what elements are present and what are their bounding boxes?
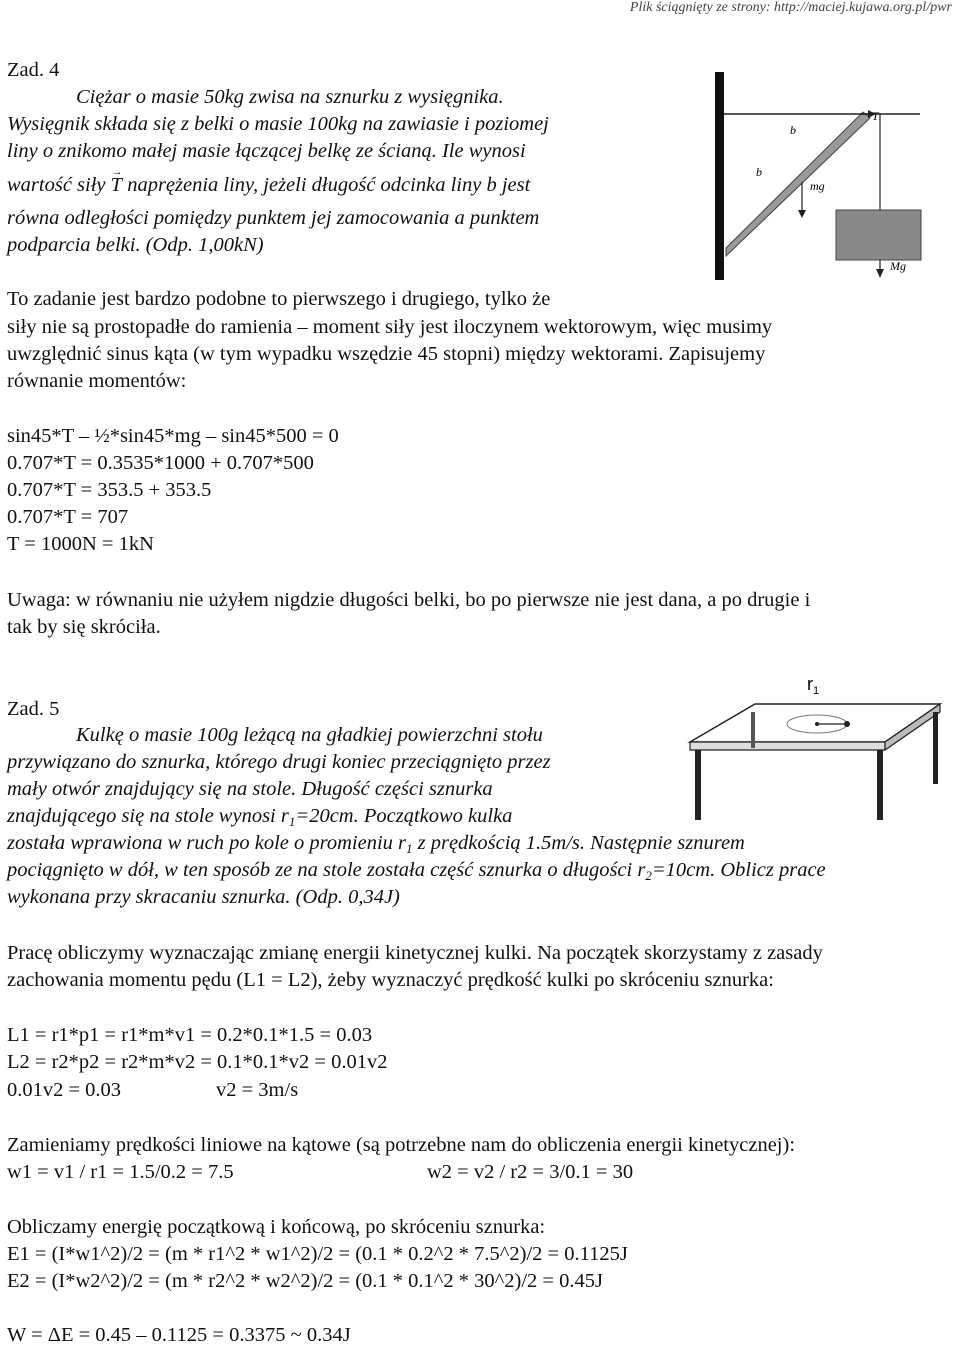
zad5-text: =10cm. Oblicz prace bbox=[651, 859, 826, 881]
zad4-solution-line: uwzględnić sinus kąta (w tym wypadku wszędzie 45 stopni) między wektorami. Zapisujemy bbox=[7, 343, 766, 365]
zad5-energy-line: E2 = (I*w2^2)/2 = (m * r2^2 * w2^2)/2 = (0.1 * 0.1^2 * 30^2)/2 = 0.45J bbox=[7, 1270, 603, 1292]
zad4-problem-text: naprężenia liny, jeżeli długość odcinka liny b jest bbox=[127, 174, 531, 196]
zad5-problem-line: przywiązano do sznurka, którego drugi koniec przeciągnięto przez bbox=[7, 751, 551, 773]
zad5-w1: w1 = v1 / r1 = 1.5/0.2 = 7.5 bbox=[7, 1161, 234, 1183]
zad4-equation: 0.707*T = 0.3535*1000 + 0.707*500 bbox=[7, 452, 314, 474]
subscript: 2 bbox=[645, 868, 652, 883]
zad5-problem-line: wykonana przy skracaniu sznurka. (Odp. 0,34J) bbox=[7, 886, 400, 908]
table-figure bbox=[685, 670, 955, 830]
source-header: Plik ściągnięty ze strony: http://maciej.kujawa.org.pl/pwr bbox=[629, 0, 952, 15]
label-r1: $r_1$ bbox=[807, 674, 820, 697]
zad5-text: =20cm. Początkowo kulka bbox=[295, 805, 513, 827]
Mg-arrowhead bbox=[876, 269, 884, 278]
zad5-title: Zad. 5 bbox=[7, 698, 60, 720]
zad4-problem-line: Ciężar o masie 50kg zwisa na sznurku z wysięgnika. bbox=[76, 86, 504, 108]
zad5-v2-left: 0.01v2 = 0.03 bbox=[7, 1079, 122, 1101]
subscript: 1 bbox=[288, 814, 296, 829]
zad4-note-line: tak by się skróciła. bbox=[7, 616, 161, 638]
zad4-equation: 0.707*T = 353.5 + 353.5 bbox=[7, 479, 212, 501]
zad4-solution-line: To zadanie jest bardzo podobne to pierwszego i drugiego, tylko że bbox=[7, 288, 551, 310]
zad5-energy-line: E1 = (I*w1^2)/2 = (m * r1^2 * w1^2)/2 = (0.1 * 0.2^2 * 7.5^2)/2 = 0.1125J bbox=[7, 1243, 628, 1265]
zad5-result: W = ΔE = 0.45 – 0.1125 = 0.3375 ~ 0.34J bbox=[7, 1324, 351, 1346]
zad4-equation: 0.707*T = 707 bbox=[7, 506, 129, 528]
boom-figure bbox=[700, 70, 940, 285]
zad4-equation: sin45*T – ½*sin45*mg – sin45*500 = 0 bbox=[7, 425, 339, 447]
zad5-problem-line bbox=[7, 803, 512, 830]
zad4-problem-line: liny o znikomo małej masie łączącej belkę ze ścianą. Ile wynosi bbox=[7, 140, 526, 162]
zad4-problem-line bbox=[7, 172, 530, 199]
zad4-problem-text: wartość siły bbox=[7, 174, 106, 196]
zad4-solution-line: równanie momentów: bbox=[7, 370, 187, 392]
zad5-v2-right: v2 = 3m/s bbox=[216, 1079, 299, 1101]
zad5-problem-line: Kulkę o masie 100g leżącą na gładkiej powierzchni stołu bbox=[76, 724, 543, 746]
label-b-left: b bbox=[756, 165, 762, 179]
ball bbox=[844, 721, 850, 727]
label-mg: mg bbox=[810, 179, 825, 193]
zad5-problem-line bbox=[7, 857, 826, 884]
zad5-text: z prędkością 1.5m/s. Następnie sznurem bbox=[412, 832, 745, 854]
zad5-intro-line: Pracę obliczymy wyznaczając zmianę energii kinetycznej kulki. Na początek skorzystamy z zasady bbox=[7, 942, 823, 964]
zad5-problem-line bbox=[7, 830, 745, 857]
zad4-note-line: Uwaga: w równaniu nie użyłem nigdzie długości belki, bo po pierwsze nie jest dana, a po drugie i bbox=[7, 589, 811, 611]
table-leg bbox=[751, 712, 755, 748]
zad5-angular-intro: Zamieniamy prędkości liniowe na kątowe (są potrzebne nam do obliczenia energii kinetycznej): bbox=[7, 1134, 796, 1156]
wall bbox=[715, 72, 724, 280]
zad5-energy-intro: Obliczamy energię początkową i końcową, po skróceniu sznurka: bbox=[7, 1216, 546, 1238]
zad5-text: pociągnięto w dół, w ten sposób ze na stole została część sznurka o długości r bbox=[7, 859, 646, 881]
table-leg bbox=[877, 750, 883, 820]
zad5-intro-line: zachowania momentu pędu (L1 = L2), żeby wyznaczyć prędkość kulki po skróceniu sznurka: bbox=[7, 969, 774, 991]
table-leg bbox=[695, 750, 701, 820]
subscript: 1 bbox=[406, 841, 413, 856]
zad5-momentum-line: L2 = r2*p2 = r2*m*v2 = 0.1*0.1*v2 = 0.01v2 bbox=[7, 1051, 388, 1073]
zad5-text: została wprawiona w ruch po kole o promieniu r bbox=[7, 832, 406, 854]
zad5-momentum-line: L1 = r1*p1 = r1*m*v1 = 0.2*0.1*1.5 = 0.03 bbox=[7, 1024, 373, 1046]
label-Mg: Mg bbox=[890, 259, 906, 273]
label-b-top: b bbox=[790, 123, 796, 137]
zad4-equation: T = 1000N = 1kN bbox=[7, 533, 154, 555]
zad5-w2: w2 = v2 / r2 = 3/0.1 = 30 bbox=[427, 1161, 634, 1183]
label-T: T bbox=[872, 109, 879, 123]
zad5-text: znajdującego się na stole wynosi r bbox=[7, 805, 289, 827]
zad4-problem-line: Wysięgnik składa się z belki o masie 100kg na zawiasie i poziomej bbox=[7, 113, 549, 135]
table-hole bbox=[815, 722, 819, 726]
zad4-title: Zad. 4 bbox=[7, 59, 60, 81]
table-edge-front bbox=[690, 742, 885, 750]
vector-T-symbol: → T bbox=[111, 172, 122, 199]
zad4-problem-line: równa odległości pomiędzy punktem jej zamocowania a punktem bbox=[7, 207, 540, 229]
mg-arrowhead bbox=[798, 210, 806, 218]
zad4-problem-line: podparcia belki. (Odp. 1,00kN) bbox=[7, 234, 264, 256]
zad5-problem-line: mały otwór znajdujący się na stole. Długość części sznurka bbox=[7, 778, 493, 800]
table-leg bbox=[933, 712, 938, 784]
zad4-solution-line: siły nie są prostopadłe do ramienia – moment siły jest iloczynem wektorowym, więc musimy bbox=[7, 316, 773, 338]
hanging-weight bbox=[836, 210, 921, 260]
